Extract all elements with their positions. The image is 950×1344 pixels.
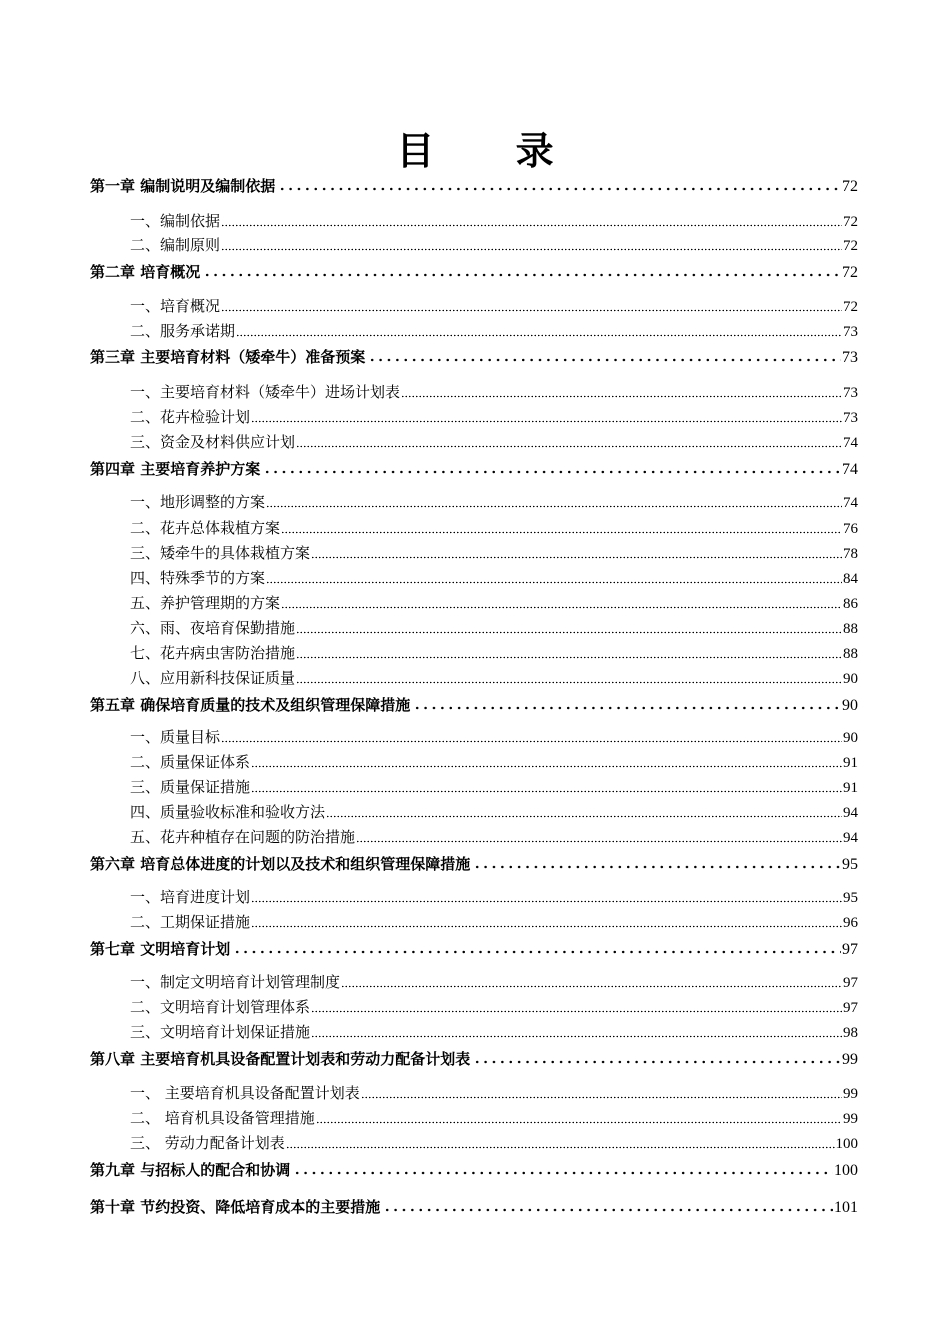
toc-section-4-7[interactable] [90, 641, 858, 663]
toc-section-5-1-page-number: 90 [843, 730, 858, 746]
dot-leader [381, 1208, 833, 1212]
toc-section-2-2[interactable] [90, 319, 858, 341]
toc-section-4-8-page-number: 90 [843, 671, 858, 687]
toc-chapter-1-label: 第一章 编制说明及编制依据 [90, 177, 276, 195]
toc-section-8-1-page-number: 99 [843, 1086, 858, 1102]
dot-leader [356, 840, 842, 843]
toc-chapter-1[interactable] [90, 172, 858, 196]
dot-leader [251, 765, 842, 768]
toc-section-3-1[interactable] [90, 380, 858, 402]
toc-section-5-5-label: 五、花卉种植存在问题的防治措施 [130, 828, 356, 846]
toc-section-6-1[interactable] [90, 885, 858, 907]
toc-section-8-2-page-number: 99 [843, 1111, 858, 1127]
dot-leader [316, 1121, 842, 1124]
toc-section-4-5-label: 五、养护管理期的方案 [130, 594, 281, 612]
dot-leader [251, 790, 842, 793]
toc-section-7-1-page-number: 97 [843, 975, 858, 991]
toc-section-3-3-page-number: 74 [843, 435, 858, 451]
toc-chapter-4-page-number: 74 [842, 461, 858, 478]
toc-section-4-5-page-number: 86 [843, 596, 858, 612]
dot-leader [326, 815, 842, 818]
dot-leader [221, 309, 842, 312]
toc-section-5-3[interactable] [90, 775, 858, 797]
toc-section-3-3[interactable] [90, 430, 858, 452]
dot-leader [221, 740, 842, 743]
toc-section-4-3[interactable] [90, 541, 858, 563]
toc-section-7-2-label: 二、文明培育计划管理体系 [130, 998, 311, 1016]
toc-chapter-6[interactable] [90, 850, 858, 874]
toc-section-4-6-label: 六、雨、夜培育保勤措施 [130, 619, 296, 637]
toc-section-7-3[interactable] [90, 1020, 858, 1042]
toc-chapter-7-label: 第七章 文明培育计划 [90, 940, 231, 958]
dot-leader [296, 445, 842, 448]
toc-chapter-9-page-number: 100 [834, 1162, 858, 1179]
toc-section-3-3-label: 三、资金及材料供应计划 [130, 433, 296, 451]
dot-leader [201, 273, 841, 277]
dot-leader [471, 1060, 841, 1064]
dot-leader [251, 900, 842, 903]
dot-leader [296, 656, 842, 659]
toc-section-8-3-page-number: 100 [835, 1136, 858, 1152]
dot-leader [471, 865, 841, 869]
toc-section-5-1-label: 一、质量目标 [130, 728, 221, 746]
toc-chapter-2[interactable] [90, 258, 858, 282]
dot-leader [251, 420, 842, 423]
toc-chapter-1-page-number: 72 [842, 178, 858, 195]
toc-chapter-5[interactable] [90, 691, 858, 715]
toc-section-6-2[interactable] [90, 910, 858, 932]
toc-section-3-2-label: 二、花卉检验计划 [130, 408, 251, 426]
toc-chapter-3-page-number: 73 [842, 349, 858, 366]
toc-section-5-4[interactable] [90, 800, 858, 822]
toc-chapter-7-page-number: 97 [842, 941, 858, 958]
toc-chapter-10-page-number: 101 [834, 1199, 858, 1216]
toc-section-2-1[interactable] [90, 294, 858, 316]
toc-section-6-1-label: 一、培育进度计划 [130, 888, 251, 906]
toc-section-6-2-page-number: 96 [843, 915, 858, 931]
dot-leader [311, 1035, 842, 1038]
toc-section-6-2-label: 二、工期保证措施 [130, 913, 251, 931]
toc-chapter-2-label: 第二章 培育概况 [90, 263, 201, 281]
toc-section-3-2[interactable] [90, 405, 858, 427]
toc-section-4-3-label: 三、矮牵牛的具体栽植方案 [130, 544, 311, 562]
toc-section-4-2[interactable] [90, 516, 858, 538]
toc-section-8-1[interactable] [90, 1081, 858, 1103]
toc-section-4-4-page-number: 84 [843, 571, 858, 587]
toc-section-4-2-label: 二、花卉总体栽植方案 [130, 519, 281, 537]
toc-section-1-1[interactable] [90, 209, 858, 231]
toc-chapter-5-label: 第五章 确保培育质量的技术及组织管理保障措施 [90, 696, 411, 714]
toc-section-4-2-page-number: 76 [843, 521, 858, 537]
toc-section-4-1[interactable] [90, 490, 858, 512]
toc-section-8-3[interactable] [90, 1131, 858, 1153]
dot-leader [221, 248, 842, 251]
toc-chapter-8[interactable] [90, 1045, 858, 1069]
dot-leader [341, 985, 842, 988]
toc-section-5-4-page-number: 94 [843, 805, 858, 821]
toc-section-7-1[interactable] [90, 970, 858, 992]
toc-section-7-1-label: 一、制定文明培育计划管理制度 [130, 973, 341, 991]
toc-section-4-6-page-number: 88 [843, 621, 858, 637]
toc-section-4-4-label: 四、特殊季节的方案 [130, 569, 266, 587]
toc-section-4-8[interactable] [90, 666, 858, 688]
toc-section-5-5-page-number: 94 [843, 830, 858, 846]
dot-leader [361, 1096, 842, 1099]
dot-leader [251, 925, 842, 928]
toc-section-8-2-label: 二、 培育机具设备管理措施 [130, 1109, 315, 1127]
toc-chapter-9[interactable] [90, 1156, 858, 1180]
dot-leader [236, 334, 842, 337]
dot-leader [411, 706, 841, 710]
toc-chapter-10[interactable] [90, 1193, 858, 1217]
toc-chapter-3[interactable] [90, 343, 858, 367]
toc-section-1-1-page-number: 72 [843, 214, 858, 230]
toc-section-4-4[interactable] [90, 566, 858, 588]
toc-chapter-8-page-number: 99 [842, 1051, 858, 1068]
dot-leader [291, 1171, 833, 1175]
toc-section-7-2[interactable] [90, 995, 858, 1017]
toc-section-6-1-page-number: 95 [843, 890, 858, 906]
toc-section-1-2-label: 二、编制原则 [130, 236, 221, 254]
toc-section-7-3-label: 三、文明培育计划保证措施 [130, 1023, 311, 1041]
dot-leader [261, 470, 841, 474]
toc-chapter-9-label: 第九章 与招标人的配合和协调 [90, 1161, 291, 1179]
dot-leader [366, 358, 841, 362]
toc-section-5-3-page-number: 91 [843, 780, 858, 796]
dot-leader [281, 606, 842, 609]
toc-section-5-2-label: 二、质量保证体系 [130, 753, 251, 771]
toc-chapter-5-page-number: 90 [842, 697, 858, 714]
toc-section-4-7-label: 七、花卉病虫害防治措施 [130, 644, 296, 662]
toc-chapter-7[interactable] [90, 935, 858, 959]
toc-chapter-8-label: 第八章 主要培育机具设备配置计划表和劳动力配备计划表 [90, 1050, 471, 1068]
dot-leader [311, 556, 842, 559]
toc-section-5-2-page-number: 91 [843, 755, 858, 771]
toc-section-5-4-label: 四、质量验收标准和验收方法 [130, 803, 326, 821]
toc-section-7-3-page-number: 98 [843, 1025, 858, 1041]
dot-leader [286, 1146, 835, 1149]
toc-section-3-1-label: 一、主要培育材料（矮牵牛）进场计划表 [130, 383, 401, 401]
dot-leader [231, 950, 841, 954]
toc-section-1-2-page-number: 72 [843, 238, 858, 254]
toc-section-2-1-page-number: 72 [843, 299, 858, 315]
toc-title: 目 录 [396, 129, 588, 173]
toc-section-4-7-page-number: 88 [843, 646, 858, 662]
dot-leader [266, 505, 842, 508]
dot-leader [221, 224, 842, 227]
toc-section-3-1-page-number: 73 [843, 385, 858, 401]
dot-leader [281, 531, 842, 534]
dot-leader [296, 681, 842, 684]
toc-section-5-3-label: 三、质量保证措施 [130, 778, 251, 796]
toc-section-2-2-label: 二、服务承诺期 [130, 322, 236, 340]
toc-section-4-5[interactable] [90, 591, 858, 613]
toc-section-5-2[interactable] [90, 750, 858, 772]
toc-chapter-10-label: 第十章 节约投资、降低培育成本的主要措施 [90, 1198, 381, 1216]
toc-chapter-4-label: 第四章 主要培育养护方案 [90, 460, 261, 478]
dot-leader [266, 581, 842, 584]
toc-section-1-1-label: 一、编制依据 [130, 212, 221, 230]
toc-section-8-2[interactable] [90, 1106, 858, 1128]
toc-chapter-6-page-number: 95 [842, 856, 858, 873]
dot-leader [296, 631, 842, 634]
toc-chapter-6-label: 第六章 培育总体进度的计划以及技术和组织管理保障措施 [90, 855, 471, 873]
toc-chapter-3-label: 第三章 主要培育材料（矮牵牛）准备预案 [90, 348, 366, 366]
toc-section-5-1[interactable] [90, 725, 858, 747]
toc-section-8-3-label: 三、 劳动力配备计划表 [130, 1134, 285, 1152]
toc-section-8-1-label: 一、 主要培育机具设备配置计划表 [130, 1084, 360, 1102]
toc-chapter-4[interactable] [90, 455, 858, 479]
toc-section-4-3-page-number: 78 [843, 546, 858, 562]
toc-section-5-5[interactable] [90, 825, 858, 847]
toc-section-4-1-page-number: 74 [843, 495, 858, 511]
toc-section-2-2-page-number: 73 [843, 324, 858, 340]
dot-leader [311, 1010, 842, 1013]
toc-chapter-2-page-number: 72 [842, 264, 858, 281]
toc-section-4-8-label: 八、应用新科技保证质量 [130, 669, 296, 687]
dot-leader [276, 187, 841, 191]
toc-section-4-6[interactable] [90, 616, 858, 638]
toc-section-3-2-page-number: 73 [843, 410, 858, 426]
toc-section-1-2[interactable] [90, 233, 858, 255]
toc-section-7-2-page-number: 97 [843, 1000, 858, 1016]
toc-section-2-1-label: 一、培育概况 [130, 297, 221, 315]
toc-section-4-1-label: 一、地形调整的方案 [130, 493, 266, 511]
dot-leader [401, 395, 842, 398]
